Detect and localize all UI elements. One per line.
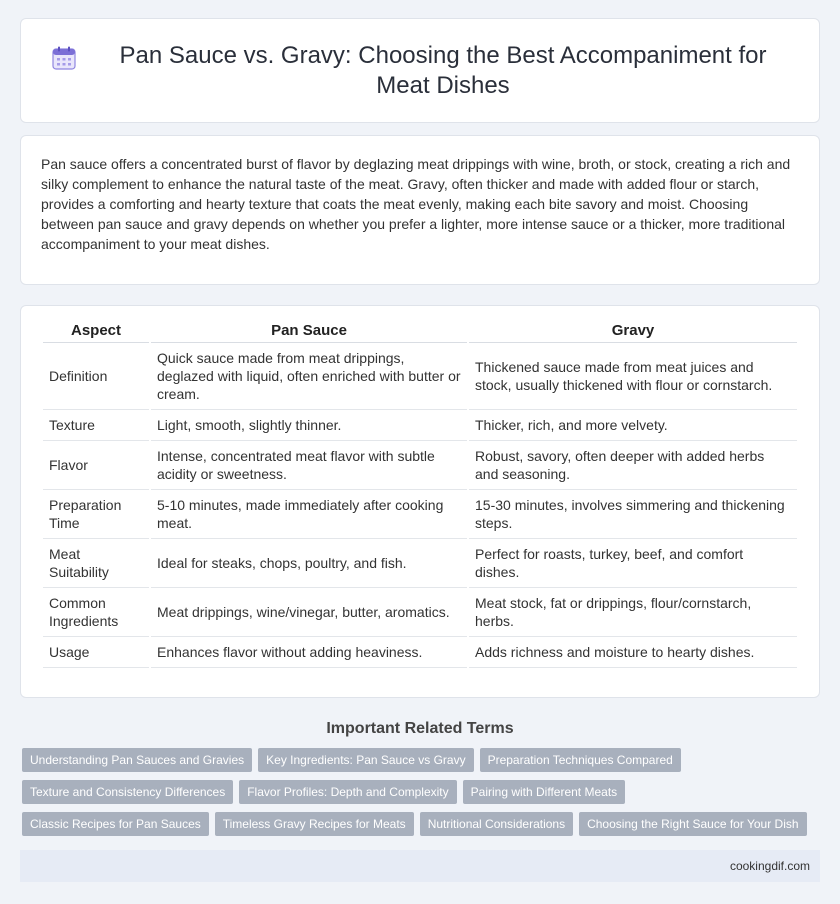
page-title: Pan Sauce vs. Gravy: Choosing the Best Accompaniment for Meat Dishes [119,41,767,99]
related-term-tag[interactable]: Classic Recipes for Pan Sauces [22,812,209,836]
table-row [43,441,797,490]
related-term-tag[interactable]: Nutritional Considerations [420,812,573,836]
table-row [43,490,797,539]
cell-aspect: Flavor [43,441,149,490]
cell-pan-sauce: Quick sauce made from meat drippings, deglazed with liquid, often enriched with butter or cream. [151,343,467,410]
cell-aspect: Preparation Time [43,490,149,539]
cell-gravy: Thickened sauce made from meat juices and stock, usually thickened with flour or cornstarch. [469,343,797,410]
related-term-tag[interactable]: Key Ingredients: Pan Sauce vs Gravy [258,748,473,772]
cell-gravy: Perfect for roasts, turkey, beef, and comfort dishes. [469,539,797,588]
cell-pan-sauce: Intense, concentrated meat flavor with subtle acidity or sweetness. [151,441,467,490]
intro-paragraph: Pan sauce offers a concentrated burst of flavor by deglazing meat drippings with wine, broth, or stock, creating a rich and silky complement to enhance the natural taste of the meat. Gravy, often thicker and made with added flour or starch, provides a comforting and hearty texture that coats the meat evenly, making each bite savory and moist. Choosing between pan sauce and gravy depends on whether you prefer a lighter, more intense sauce or a thicker, more traditional accompaniment to your meat dishes. [41,156,791,252]
related-terms-list [20,748,820,844]
table-row [43,539,797,588]
cell-pan-sauce: Light, smooth, slightly thinner. [151,410,467,441]
cell-pan-sauce: 5-10 minutes, made immediately after cooking meat. [151,490,467,539]
cell-gravy: Meat stock, fat or drippings, flour/cornstarch, herbs. [469,588,797,637]
cell-aspect: Texture [43,410,149,441]
related-term-tag[interactable]: Preparation Techniques Compared [480,748,681,772]
footer [20,850,820,882]
related-term-tag[interactable]: Texture and Consistency Differences [22,780,233,804]
cell-aspect: Common Ingredients [43,588,149,637]
intro-card [20,135,820,285]
cell-aspect: Usage [43,637,149,668]
cell-gravy: Adds richness and moisture to hearty dishes. [469,637,797,668]
related-term-tag[interactable]: Flavor Profiles: Depth and Complexity [239,780,456,804]
header [51,41,789,101]
cell-gravy: Thicker, rich, and more velvety. [469,410,797,441]
cell-aspect: Meat Suitability [43,539,149,588]
table-header-row [43,318,797,343]
calendar-icon [51,45,77,71]
related-term-tag[interactable]: Timeless Gravy Recipes for Meats [215,812,414,836]
comparison-table-card [20,305,820,698]
table-row [43,637,797,668]
cell-aspect: Definition [43,343,149,410]
cell-gravy: 15-30 minutes, involves simmering and thickening steps. [469,490,797,539]
table-row [43,588,797,637]
column-header-gravy: Gravy [469,318,797,343]
footer-site-link[interactable]: cookingdif.com [729,859,810,873]
related-term-tag[interactable]: Understanding Pan Sauces and Gravies [22,748,252,772]
cell-pan-sauce: Enhances flavor without adding heaviness. [151,637,467,668]
table-row [43,343,797,410]
table-row [43,410,797,441]
cell-pan-sauce: Meat drippings, wine/vinegar, butter, aromatics. [151,588,467,637]
related-term-tag[interactable]: Choosing the Right Sauce for Your Dish [579,812,806,836]
cell-gravy: Robust, savory, often deeper with added herbs and seasoning. [469,441,797,490]
header-card [20,18,820,123]
comparison-table [41,318,799,668]
related-term-tag[interactable]: Pairing with Different Meats [463,780,626,804]
related-terms-title: Important Related Terms [326,720,514,737]
cell-pan-sauce: Ideal for steaks, chops, poultry, and fish. [151,539,467,588]
column-header-aspect: Aspect [43,318,149,343]
column-header-pan-sauce: Pan Sauce [151,318,467,343]
related-terms-section [20,720,820,844]
